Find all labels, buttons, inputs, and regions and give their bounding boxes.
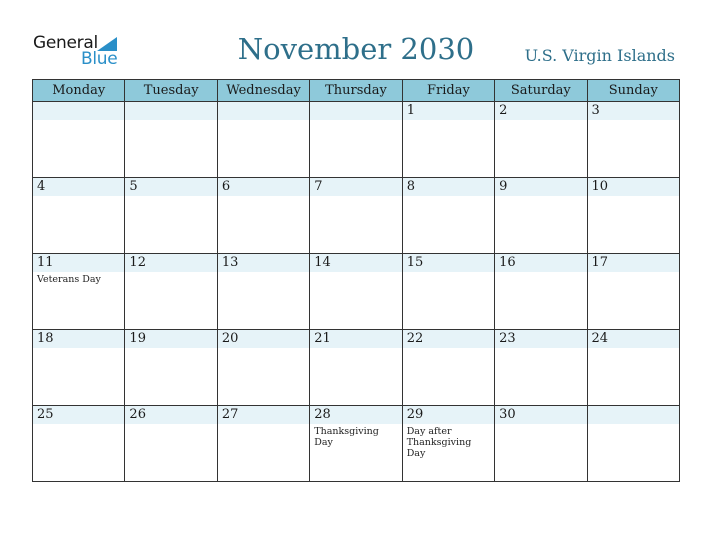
day-cell (125, 102, 217, 178)
day-number: 23 (499, 331, 516, 346)
day-number: 27 (221, 407, 239, 422)
day-cell (587, 254, 679, 330)
day-cell (495, 254, 587, 330)
day-cell-band (125, 178, 216, 196)
day-number: 20 (221, 331, 239, 346)
day-cell (402, 330, 494, 406)
day-cell (495, 330, 587, 406)
day-cell (33, 102, 125, 178)
day-cell (125, 330, 217, 406)
day-cell (402, 102, 494, 178)
day-number: 14 (314, 255, 331, 270)
weekday-header-row (33, 80, 680, 102)
day-number: 28 (314, 407, 331, 422)
day-cell (33, 406, 125, 482)
holiday-label: Thanksgiving Day (314, 426, 379, 448)
calendar-title: November 2030 (237, 32, 475, 66)
day-cell (217, 102, 309, 178)
day-cell-band (125, 102, 216, 120)
day-number: 2 (499, 103, 508, 118)
day-number: 26 (129, 407, 146, 422)
day-cell (402, 406, 494, 482)
day-cell-band (495, 102, 586, 120)
day-number: 18 (37, 331, 54, 346)
day-cell (217, 330, 309, 406)
day-cell-band (495, 178, 586, 196)
day-cell (125, 178, 217, 254)
day-number: 13 (221, 255, 239, 270)
day-cell (587, 406, 679, 482)
day-cell (495, 178, 587, 254)
day-number: 10 (591, 179, 609, 194)
weekday-wednesday: Wednesday (217, 80, 309, 102)
week-row (33, 254, 680, 330)
day-cell (310, 254, 402, 330)
day-cell-band (33, 102, 124, 120)
day-number: 17 (591, 255, 609, 270)
day-cell-band (218, 102, 309, 120)
day-cell (33, 330, 125, 406)
day-cell-band (310, 178, 401, 196)
day-number: 30 (499, 407, 516, 422)
day-number: 25 (37, 407, 54, 422)
day-cell (587, 330, 679, 406)
weekday-sunday: Sunday (587, 80, 679, 102)
day-cell (33, 254, 125, 330)
day-cell (310, 178, 402, 254)
week-row (33, 330, 680, 406)
day-cell (587, 102, 679, 178)
region-label: U.S. Virgin Islands (524, 46, 675, 65)
day-cell-band (588, 102, 679, 120)
day-cell (310, 406, 402, 482)
day-number: 4 (37, 179, 46, 194)
weekday-friday: Friday (402, 80, 494, 102)
logo-blue-text: Blue (81, 49, 118, 69)
weekday-monday: Monday (33, 80, 125, 102)
day-number: 22 (406, 331, 424, 346)
day-cell (402, 254, 494, 330)
day-cell (310, 330, 402, 406)
day-number: 9 (499, 179, 508, 194)
day-number: 29 (406, 407, 424, 422)
day-cell (495, 102, 587, 178)
holiday-label: Day after Thanksgiving Day (406, 426, 472, 459)
day-number: 6 (221, 179, 231, 194)
day-cell (125, 406, 217, 482)
day-cell (217, 254, 309, 330)
day-number: 21 (314, 331, 331, 346)
day-cell-band (403, 178, 494, 196)
holiday-label: Veterans Day (37, 274, 101, 285)
day-cell (310, 102, 402, 178)
day-cell-band (403, 102, 494, 120)
day-number: 7 (314, 179, 323, 194)
day-cell (33, 178, 125, 254)
day-cell (125, 254, 217, 330)
day-cell (217, 406, 309, 482)
day-cell (587, 178, 679, 254)
day-cell-band (310, 102, 401, 120)
week-row (33, 406, 680, 482)
logo-general-text: General (33, 33, 98, 53)
calendar-grid (32, 79, 680, 482)
day-number: 1 (406, 103, 415, 118)
day-cell (402, 178, 494, 254)
weekday-saturday: Saturday (495, 80, 587, 102)
day-cell-band (33, 178, 124, 196)
day-number: 15 (406, 255, 424, 270)
day-cell (495, 406, 587, 482)
day-number: 5 (129, 179, 138, 194)
day-cell-band (588, 406, 679, 424)
day-number: 19 (129, 331, 146, 346)
day-number: 12 (129, 255, 146, 270)
weekday-thursday: Thursday (310, 80, 402, 102)
week-row (33, 178, 680, 254)
week-row (33, 102, 680, 178)
weekday-tuesday: Tuesday (125, 80, 217, 102)
day-number: 16 (499, 255, 516, 270)
day-cell (217, 178, 309, 254)
day-number: 24 (591, 331, 609, 346)
day-number: 11 (37, 255, 54, 270)
day-number: 8 (406, 179, 415, 194)
day-number: 3 (591, 103, 600, 118)
day-cell-band (218, 178, 309, 196)
